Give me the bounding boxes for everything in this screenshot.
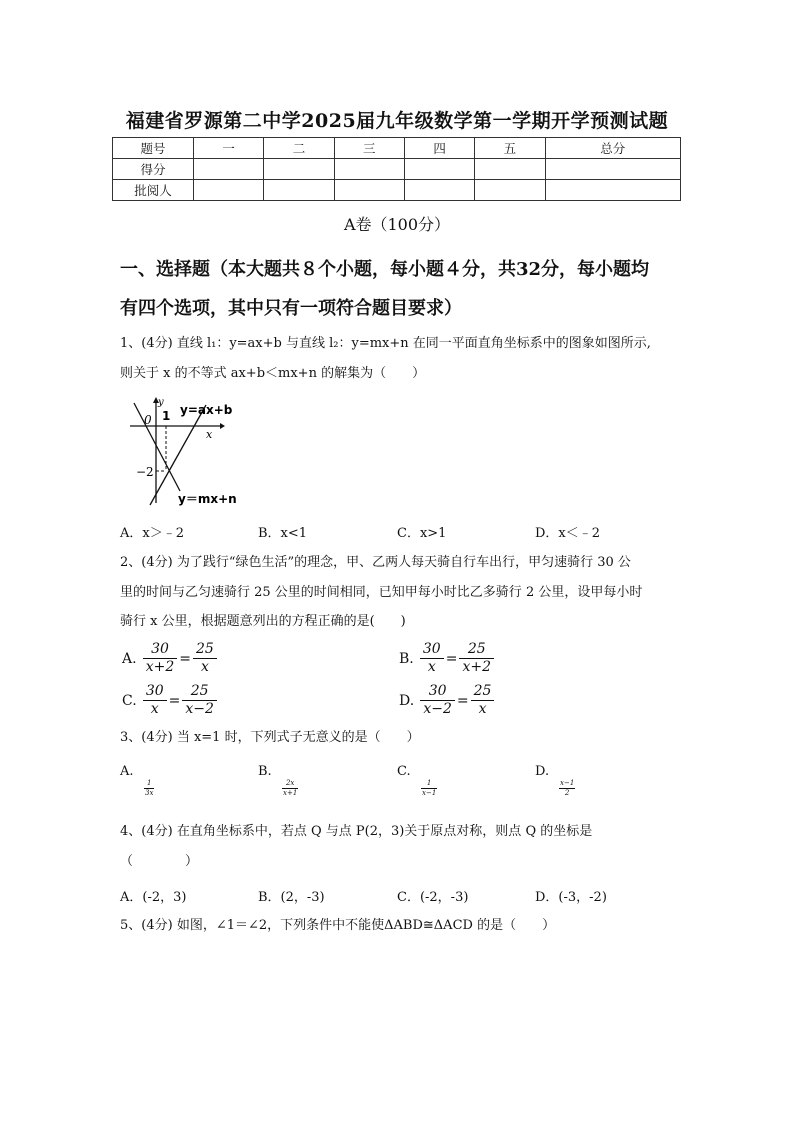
q1-option-d: D．x＜﹣2	[535, 526, 601, 541]
fraction	[193, 641, 217, 676]
small-fraction	[421, 779, 437, 798]
x-axis-arrow	[220, 423, 225, 429]
option-label: A.	[120, 764, 134, 779]
q1-graph	[120, 395, 250, 510]
q2-option-c	[120, 683, 217, 718]
table-cell	[194, 159, 264, 180]
q1-option-b: B．x<1	[258, 526, 308, 541]
table-cell	[264, 180, 334, 201]
table-cell	[404, 159, 474, 180]
option-label: B.	[399, 650, 414, 667]
line-l2	[150, 405, 206, 505]
q3-option-d	[535, 764, 575, 799]
table-cell	[545, 180, 680, 201]
table-cell: 四	[404, 138, 474, 159]
q1-option-a: A．x＞﹣2	[120, 526, 184, 541]
q4-option-b: B．(2，-3)	[258, 890, 325, 905]
page-title: 福建省罗源第二中学2025届九年级数学第一学期开学预测试题	[125, 110, 669, 132]
q5-stem: 5、(4分) 如图，∠1＝∠2，下列条件中不能使ΔABD≅ΔACD 的是（ ）	[120, 918, 556, 933]
numerator: 30	[143, 683, 167, 701]
denominator: x	[150, 701, 159, 717]
table-row	[113, 159, 681, 180]
table-cell: 总分	[545, 138, 680, 159]
x-axis-label: x	[206, 428, 213, 441]
q3-stem: 3、(4分) 当 x=1 时，下列式子无意义的是（ ）	[120, 730, 420, 745]
score-table	[112, 137, 681, 201]
q3-option-c	[397, 764, 437, 799]
table-cell	[545, 159, 680, 180]
option-label: C.	[122, 692, 137, 709]
equals-sign: =	[179, 650, 191, 667]
denominator: 2	[564, 789, 570, 797]
table-cell	[334, 180, 404, 201]
denominator: 3x	[145, 789, 154, 797]
denominator: x+1	[283, 789, 298, 797]
q3-option-a	[120, 764, 154, 799]
denominator: x−2	[423, 701, 452, 717]
q1-stem-line2: 则关于 x 的不等式 ax+b＜mx+n 的解集为（ ）	[120, 366, 426, 381]
table-cell: 二	[264, 138, 334, 159]
numerator: 2x	[282, 779, 298, 789]
numerator: 25	[459, 641, 494, 659]
table-cell: 一	[194, 138, 264, 159]
q2-stem-line1: 2、(4分) 为了践行“绿色生活”的理念，甲、乙两人每天骑自行车出行，甲匀速骑行 30 公	[120, 555, 631, 570]
section-a-heading: A卷（100分）	[343, 215, 451, 234]
small-fraction	[559, 779, 575, 798]
fraction	[182, 683, 217, 718]
numerator: 30	[420, 641, 444, 659]
fraction	[420, 641, 444, 676]
numerator: 30	[143, 641, 178, 659]
numerator: 25	[193, 641, 217, 659]
q1-option-c: C．x>1	[397, 526, 447, 541]
denominator: x−1	[422, 789, 437, 797]
fraction	[143, 683, 167, 718]
origin-label: 0	[144, 413, 152, 427]
fraction	[420, 683, 455, 718]
option-label: C.	[397, 764, 411, 779]
denominator: x	[427, 659, 436, 675]
q2-stem-line2: 里的时间与乙匀速骑行 25 公里的时间相同，已知甲每小时比乙多骑行 2 公里，设甲每小时	[120, 585, 643, 600]
option-label: D.	[399, 692, 415, 709]
equals-sign: =	[456, 692, 469, 709]
tick-label-x: 1	[162, 409, 171, 423]
option-label: A.	[122, 650, 137, 667]
option-label: B.	[258, 764, 272, 779]
fraction	[143, 641, 178, 676]
numerator: 1	[144, 779, 154, 789]
section-one-heading-line2: 有四个选项，其中只有一项符合题目要求）	[120, 298, 462, 319]
table-cell	[264, 159, 334, 180]
option-label: D.	[535, 764, 550, 779]
small-fraction	[144, 779, 154, 798]
q2-stem-line3: 骑行 x 公里，根据题意列出的方程正确的是( )	[120, 614, 406, 629]
q4-option-a: A．(-2，3)	[120, 890, 187, 905]
table-cell: 三	[334, 138, 404, 159]
equals-sign: =	[168, 692, 181, 709]
label-l1: y=ax+b	[180, 403, 233, 417]
q1-stem-line1: 1、(4分) 直线 l₁：y=ax+b 与直线 l₂：y=mx+n 在同一平面直角坐标系中的图象如图所示,	[120, 336, 651, 351]
section-one-heading-line1: 一、选择题（本大题共８个小题，每小题４分，共32分，每小题均	[120, 259, 650, 280]
denominator: x+2	[462, 659, 491, 675]
label-l2: y＝mx+n	[178, 492, 237, 506]
numerator: 30	[420, 683, 455, 701]
denominator: x+2	[145, 659, 175, 675]
fraction	[459, 641, 494, 676]
table-cell: 题号	[113, 138, 194, 159]
q4-stem-line1: 4、(4分) 在直角坐标系中，若点 Q 与点 P(2，3)关于原点对称，则点 Q 的坐标是	[120, 824, 593, 839]
table-cell: 得分	[113, 159, 194, 180]
denominator: x	[478, 701, 487, 717]
table-cell	[475, 159, 545, 180]
table-header-row	[113, 138, 681, 159]
tick-label-y: −2	[136, 465, 154, 479]
table-cell	[475, 180, 545, 201]
table-cell	[194, 180, 264, 201]
q2-option-a	[120, 641, 217, 676]
denominator: x−2	[185, 701, 214, 717]
q4-option-c: C．(-2，-3)	[397, 890, 469, 905]
fraction	[471, 683, 495, 718]
table-cell	[404, 180, 474, 201]
table-cell: 批阅人	[113, 180, 194, 201]
y-axis-label: y	[158, 397, 164, 408]
numerator: 25	[471, 683, 495, 701]
denominator: x	[200, 659, 209, 675]
numerator: 1	[421, 779, 437, 789]
q2-option-d	[397, 683, 494, 718]
q4-stem-line2: （ ）	[120, 854, 199, 869]
numerator: 25	[182, 683, 217, 701]
q4-option-d: D．(-3，-2)	[535, 890, 607, 905]
small-fraction	[282, 779, 298, 798]
numerator: x−1	[560, 779, 575, 787]
q3-option-b	[258, 764, 298, 799]
equals-sign: =	[445, 650, 458, 667]
q2-option-b	[397, 641, 494, 676]
table-row	[113, 180, 681, 201]
table-cell: 五	[475, 138, 545, 159]
table-cell	[334, 159, 404, 180]
